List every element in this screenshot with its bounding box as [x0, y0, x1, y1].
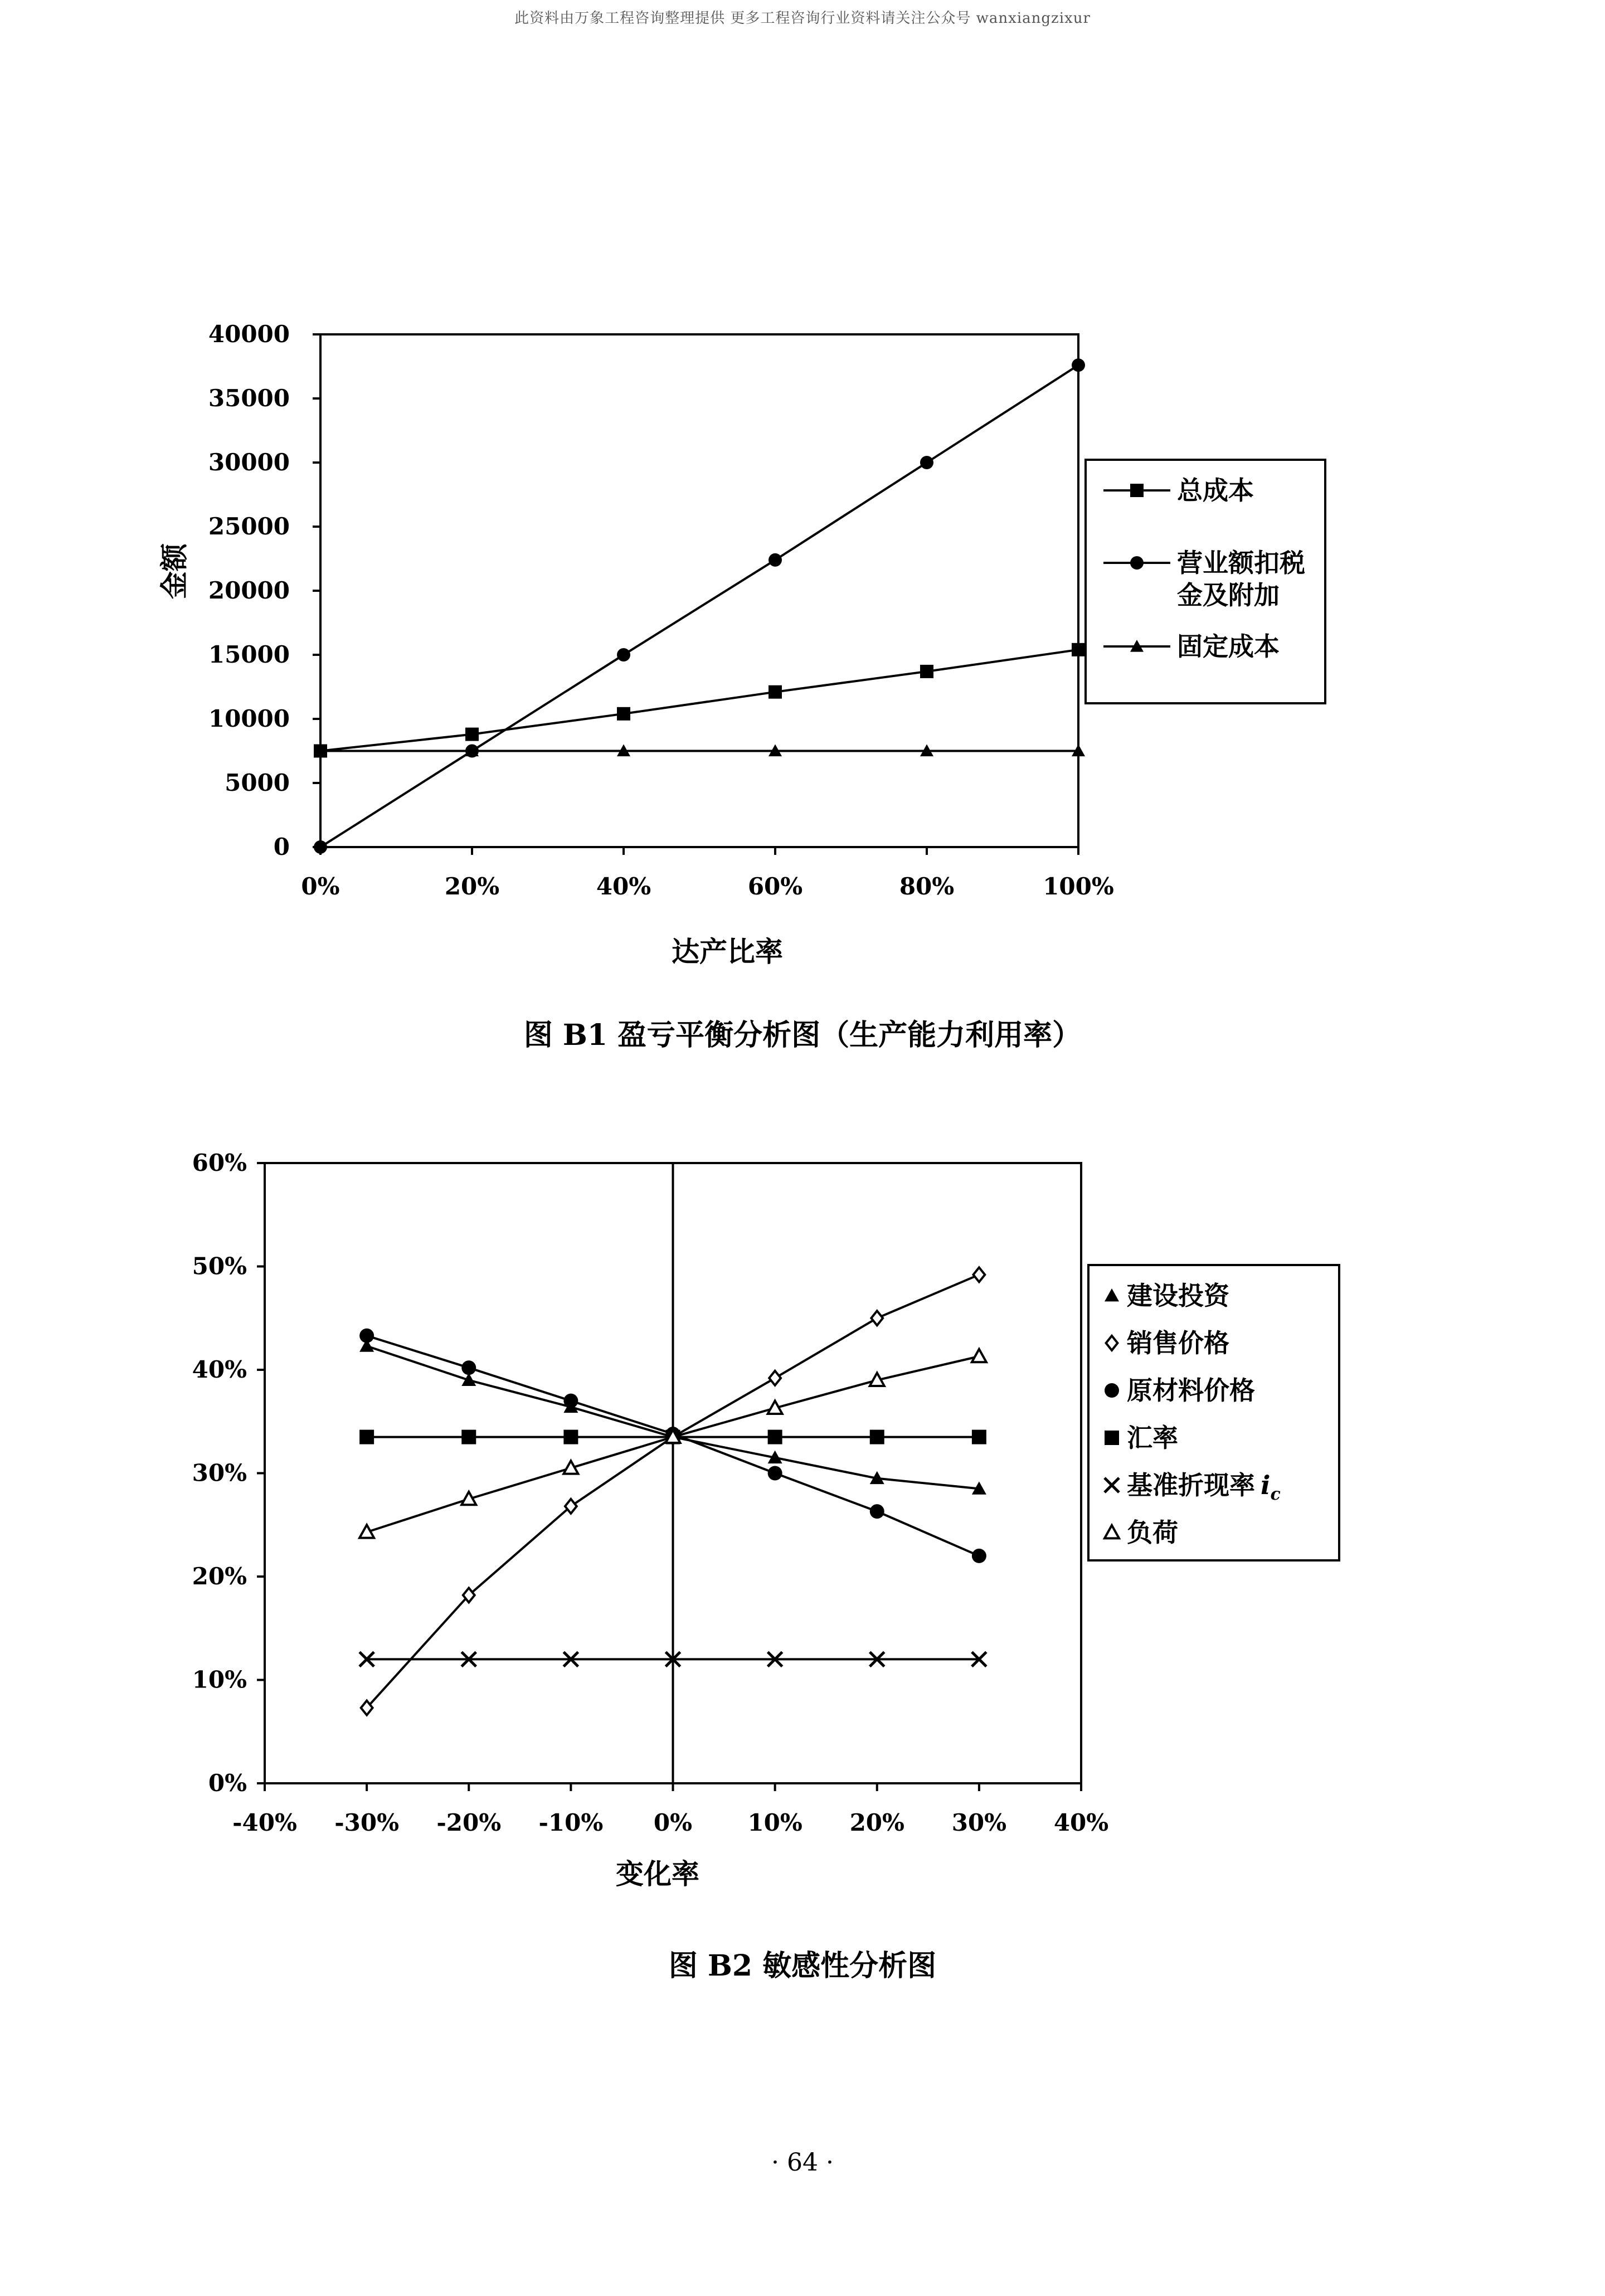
chart-b2-series-4-point — [768, 1430, 782, 1444]
chart-b2-x-tick-label: 20% — [849, 1809, 904, 1836]
chart-b2-series-4-point — [870, 1430, 884, 1444]
chart-b1-series-2-point — [769, 553, 782, 567]
page-number: · 64 · — [771, 2148, 834, 2177]
chart-b1-series-2-point — [617, 648, 630, 661]
chart-b2-x-tick-label: -20% — [436, 1809, 502, 1836]
chart-b1-series-line-2 — [320, 365, 1078, 847]
chart-b2-x-axis-label: 变化率 — [616, 1857, 699, 1890]
chart-b1-legend-label: 固定成本 — [1177, 631, 1280, 661]
chart-b2-legend-marker — [1105, 1431, 1119, 1445]
chart-b1-series-1-point — [769, 685, 782, 699]
chart-b1-legend-label: 营业额扣税 — [1177, 548, 1305, 578]
chart-b1-series-line-1 — [320, 650, 1078, 751]
chart-b2-x-tick-label: -30% — [334, 1809, 400, 1836]
chart-b2-series-3-point — [972, 1549, 986, 1563]
chart-b2-legend-label: 汇率 — [1127, 1423, 1178, 1453]
chart-b1-y-tick-label: 35000 — [208, 385, 290, 412]
chart-b1-y-tick-label: 40000 — [208, 320, 290, 348]
chart-b1-series-1-point — [920, 665, 933, 678]
chart-b1-x-tick-label: 40% — [596, 873, 651, 900]
chart-b2-series-4-point — [359, 1430, 374, 1444]
chart-b2-legend-label: 原材料价格 — [1127, 1375, 1255, 1405]
chart-b1-x-tick-label: 60% — [747, 873, 803, 900]
chart-b2-legend-label: 基准折现率 $i_c$ — [1127, 1470, 1281, 1504]
chart-b2-y-tick-label: 60% — [192, 1149, 247, 1176]
chart-b2-series-3-point — [461, 1360, 476, 1375]
chart-b1-plot-frame — [320, 334, 1078, 847]
chart-b2-y-tick-label: 0% — [208, 1769, 247, 1797]
chart-b2-series-6-point — [972, 1349, 986, 1362]
chart-b1-series-1-point — [465, 728, 479, 741]
chart-b2-series-3-point — [563, 1394, 578, 1408]
chart-b1-series-1-point — [1072, 643, 1085, 656]
chart-b1-y-tick-label: 25000 — [208, 513, 290, 540]
chart-b2-y-tick-label: 50% — [192, 1252, 247, 1280]
chart-b2-x-tick-label: -10% — [538, 1809, 604, 1836]
chart-b1-x-tick-label: 80% — [899, 873, 955, 900]
chart-b2-y-tick-label: 30% — [192, 1459, 247, 1487]
chart-b1-y-tick-label: 15000 — [208, 641, 290, 668]
chart-b1-x-tick-label: 100% — [1043, 873, 1114, 900]
chart-b2-legend-label: 负荷 — [1127, 1517, 1178, 1548]
chart-b2-x-tick-label: 30% — [951, 1809, 1007, 1836]
chart-b1-x-tick-label: 20% — [444, 873, 500, 900]
chart-b1-series-2-point — [920, 456, 933, 469]
chart-b1-y-tick-label: 10000 — [208, 705, 290, 732]
chart-b1-legend-marker — [1130, 556, 1144, 570]
chart-b2-x-tick-label: 40% — [1053, 1809, 1109, 1836]
chart-b1-x-tick-label: 0% — [301, 873, 340, 900]
chart-b2-y-tick-label: 10% — [192, 1666, 247, 1694]
figure-b2-caption: 图 B2 敏感性分析图 — [668, 1949, 937, 1983]
figure-b1-caption: 图 B1 盈亏平衡分析图（生产能力利用率） — [523, 1018, 1082, 1052]
chart-b1-y-axis-label: 金额 — [158, 543, 191, 599]
chart-b2-legend-marker — [1105, 1383, 1119, 1398]
chart-b1-y-tick-label: 0 — [273, 833, 290, 860]
chart-b2-y-tick-label: 40% — [192, 1356, 247, 1383]
chart-b2-series-4-point — [461, 1430, 476, 1444]
chart-b2-x-tick-label: -40% — [232, 1809, 297, 1836]
chart-b2-series-4-point — [563, 1430, 578, 1444]
chart-b2-series-3-point — [768, 1466, 782, 1481]
chart-b2-series-3-point — [359, 1329, 374, 1343]
chart-b2-legend-label: 建设投资 — [1127, 1281, 1229, 1311]
chart-b1-series-2-point — [1072, 358, 1085, 372]
chart-b2-series-2-point — [769, 1371, 781, 1385]
chart-b1-legend-label: 金及附加 — [1177, 580, 1280, 610]
chart-b2-x-tick-label: 10% — [747, 1809, 802, 1836]
chart-b2-series-3-point — [870, 1504, 884, 1519]
chart-b2-x-tick-label: 0% — [653, 1809, 693, 1836]
chart-b1-series-2-point — [314, 840, 327, 854]
chart-b1-legend-marker — [1130, 484, 1144, 497]
chart-b2-series-2-point — [565, 1499, 577, 1514]
chart-b2-series-2-point — [973, 1267, 985, 1282]
chart-b2-legend-label: 销售价格 — [1127, 1328, 1229, 1358]
chart-b1-y-tick-label: 5000 — [225, 769, 290, 796]
chart-b1-x-axis-label: 达产比率 — [672, 935, 783, 968]
chart-b1-legend-label: 总成本 — [1177, 475, 1254, 505]
chart-b2-series-2-point — [871, 1311, 883, 1325]
chart-b1-y-tick-label: 30000 — [208, 449, 290, 476]
chart-b1-series-1-point — [617, 707, 630, 721]
chart-b2-y-tick-label: 20% — [192, 1563, 247, 1590]
header-note: 此资料由万象工程咨询整理提供 更多工程咨询行业资料请关注公众号 wanxiangzixur — [514, 10, 1091, 27]
chart-b2-series-4-point — [972, 1430, 986, 1444]
chart-b1-y-tick-label: 20000 — [208, 577, 290, 604]
